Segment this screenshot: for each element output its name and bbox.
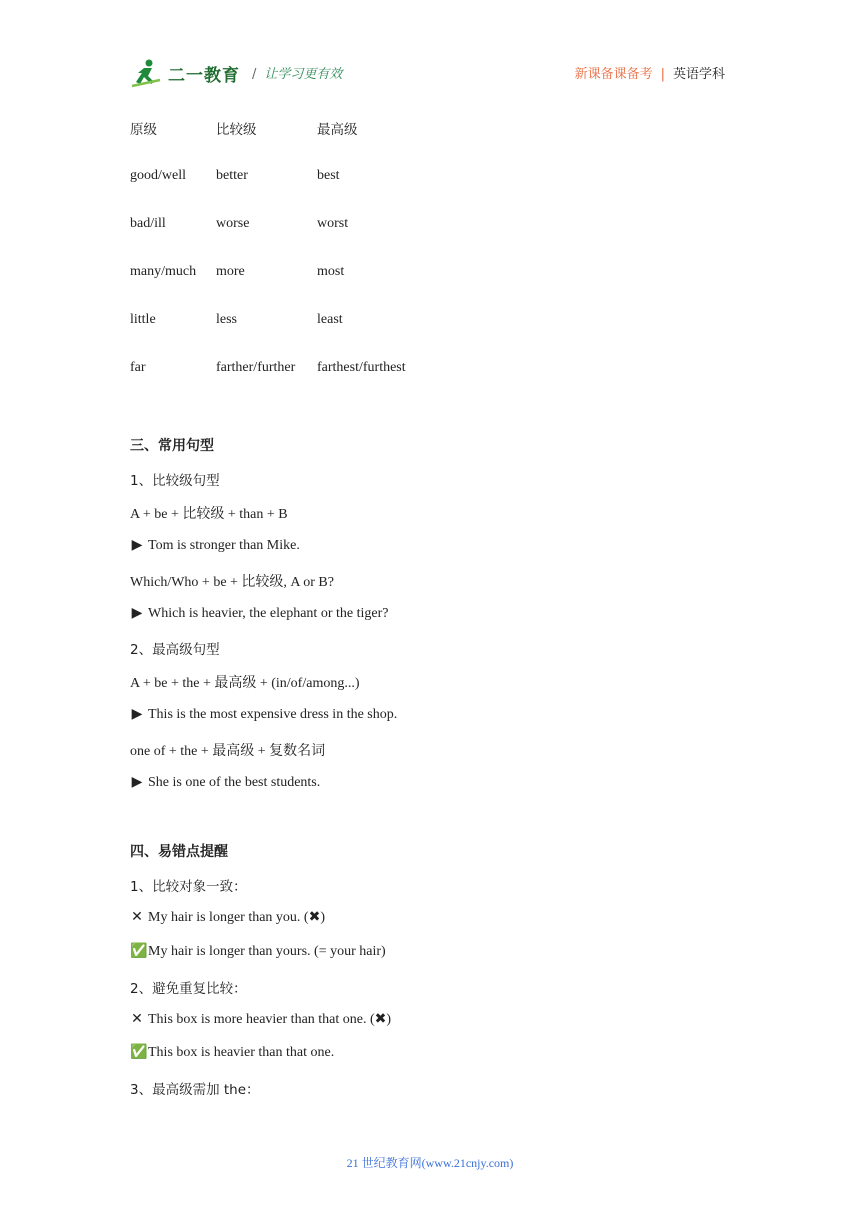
right-text: This box is heavier than that one. [148, 1045, 335, 1060]
cell-comparative: farther/further [216, 360, 296, 375]
cross-icon: ✕ [131, 1011, 143, 1027]
bullet-icon: ▶ [131, 774, 143, 790]
cell-comparative: better [216, 168, 248, 183]
pattern-superlative: A + be + the + 最高级 + (in/of/among...) [130, 676, 360, 691]
cell-comparative: less [216, 312, 237, 327]
cross-icon: ✕ [131, 909, 143, 925]
example-text: Tom is stronger than Mike. [148, 538, 300, 553]
cell-comparative: worse [216, 216, 250, 231]
example-text: She is one of the best students. [148, 775, 321, 790]
section-4-title: 四、易错点提醒 [130, 844, 228, 860]
right-example [130, 1044, 334, 1061]
section-4-sub-2: 2、避免重复比较： [130, 981, 247, 997]
section-4-sub-1: 1、比较对象一致： [130, 879, 247, 895]
bullet-icon: ▶ [131, 537, 143, 553]
example-line [130, 774, 320, 791]
example-line [130, 537, 300, 554]
brand-logo [130, 56, 240, 90]
slogan [252, 63, 342, 82]
cell-superlative: least [317, 312, 343, 327]
runner-icon [130, 58, 164, 88]
section-3-sub-1: 1、比较级句型 [130, 473, 220, 489]
example-text: This is the most expensive dress in the shop. [148, 707, 398, 722]
wrong-example [130, 1011, 391, 1028]
section-4-sub-3: 3、最高级需加 the： [130, 1082, 260, 1098]
footer-source: 21 世纪教育网(www.21cnjy.com) [346, 1156, 514, 1170]
cell-positive: good/well [130, 168, 186, 183]
cell-positive: little [130, 312, 156, 327]
subject-label [575, 63, 725, 82]
cell-positive: far [130, 360, 146, 375]
cell-superlative: farthest/furthest [317, 360, 406, 375]
section-3-sub-2: 2、最高级句型 [130, 642, 220, 658]
section-3-title: 三、常用句型 [130, 438, 214, 454]
slogan-text: 让学习更有效 [264, 67, 343, 82]
wrong-text: This box is more heavier than that one. (✖) [148, 1012, 392, 1027]
check-icon: ✅ [130, 1044, 148, 1060]
wrong-example [130, 909, 325, 926]
course-label: 新课备课备考 [574, 67, 653, 82]
pattern-which: Which/Who + be + 比较级, A or B? [130, 575, 334, 590]
logo-text: 二一教育 [168, 65, 240, 86]
header-positive: 原级 [130, 122, 157, 138]
example-line [130, 605, 388, 622]
example-line [130, 706, 397, 723]
header-superlative: 最高级 [317, 122, 358, 138]
cell-superlative: best [317, 168, 340, 183]
right-example [130, 943, 386, 960]
cell-superlative: worst [317, 216, 349, 231]
right-text: My hair is longer than yours. (= your hair) [148, 944, 386, 959]
pattern-comparative: A + be + 比较级 + than + B [130, 507, 288, 522]
bullet-icon: ▶ [131, 706, 143, 722]
subject-name: 英语学科 [672, 67, 725, 82]
wrong-text: My hair is longer than you. (✖) [148, 910, 325, 925]
bullet-icon: ▶ [131, 605, 143, 621]
cell-positive: bad/ill [130, 216, 166, 231]
cell-superlative: most [317, 264, 345, 279]
slogan-separator: / [252, 67, 257, 82]
header-comparative: 比较级 [216, 122, 257, 138]
page-header [130, 56, 725, 90]
header-divider: | [660, 67, 665, 82]
cell-comparative: more [216, 264, 245, 279]
check-icon: ✅ [130, 943, 148, 959]
cell-positive: many/much [130, 264, 197, 279]
example-text: Which is heavier, the elephant or the tiger? [148, 606, 389, 621]
pattern-one-of: one of + the + 最高级 + 复数名词 [130, 744, 326, 759]
